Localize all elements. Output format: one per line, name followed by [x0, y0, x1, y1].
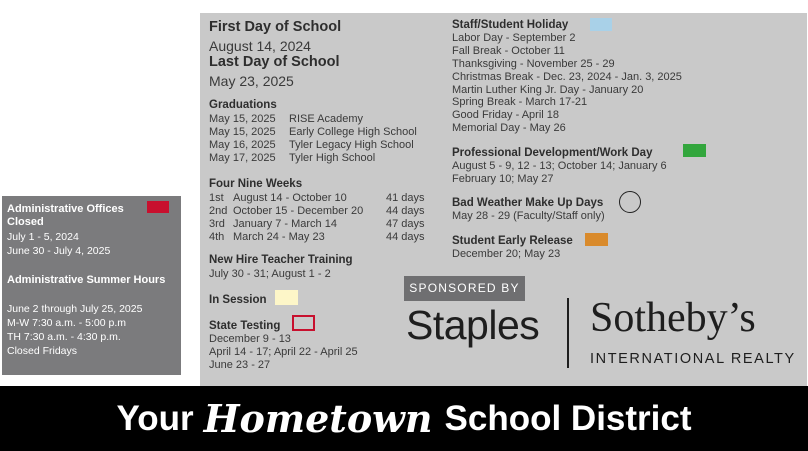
prof-dev-line: February 10; May 27 [452, 173, 554, 185]
state-testing-line: June 23 - 27 [209, 359, 271, 371]
holiday-line: Memorial Day - May 26 [452, 122, 566, 134]
sothebys-subtitle: INTERNATIONAL REALTY [590, 351, 796, 367]
admin-closed-swatch [147, 201, 169, 213]
new-hire-title: New Hire Teacher Training [209, 254, 353, 266]
footer-text-hometown: Hometown [203, 396, 433, 441]
nine-weeks-row: 2nd October 15 - December 20 44 days [209, 205, 425, 217]
graduation-row: May 15, 2025 RISE Academy [209, 113, 363, 125]
state-testing-line: April 14 - 17; April 22 - April 25 [209, 346, 358, 358]
holiday-line: Thanksgiving - November 25 - 29 [452, 58, 615, 70]
graduations-title: Graduations [209, 99, 277, 111]
first-day-date: August 14, 2024 [209, 38, 311, 54]
admin-summer-line: Closed Fridays [7, 345, 78, 357]
early-release-line: December 20; May 23 [452, 248, 561, 260]
last-day-title: Last Day of School [209, 54, 340, 70]
graduation-row: May 15, 2025 Early College High School [209, 126, 417, 138]
admin-summer-line: M-W 7:30 a.m. - 5:00 p.m [7, 317, 127, 329]
admin-closed-line: June 30 - July 4, 2025 [7, 245, 111, 257]
state-testing-line: December 9 - 13 [209, 333, 291, 345]
graduation-row: May 17, 2025 Tyler High School [209, 152, 376, 164]
new-hire-dates: July 30 - 31; August 1 - 2 [209, 268, 331, 280]
prof-dev-title: Professional Development/Work Day [452, 147, 653, 159]
state-testing-title: State Testing [209, 320, 281, 332]
bad-weather-title: Bad Weather Make Up Days [452, 197, 604, 209]
holiday-line: Labor Day - September 2 [452, 32, 576, 44]
staples-logo: Staples [406, 302, 540, 348]
prof-dev-swatch [683, 144, 706, 157]
admin-closed-title: Administrative Offices Closed [7, 203, 124, 228]
early-release-swatch [585, 233, 608, 246]
holiday-line: Martin Luther King Jr. Day - January 20 [452, 84, 644, 96]
prof-dev-line: August 5 - 9, 12 - 13; October 14; January 6 [452, 160, 667, 172]
holiday-line: Christmas Break - Dec. 23, 2024 - Jan. 3, 2025 [452, 71, 682, 83]
admin-closed-line: July 1 - 5, 2024 [7, 231, 79, 243]
holiday-swatch [590, 18, 612, 31]
state-testing-swatch [292, 315, 315, 331]
first-day-title: First Day of School [209, 19, 342, 35]
bad-weather-line: May 28 - 29 (Faculty/Staff only) [452, 210, 605, 222]
footer-banner [0, 386, 808, 451]
sponsored-by-label: SPONSORED BY [409, 281, 520, 295]
last-day-date: May 23, 2025 [209, 73, 294, 89]
in-session-swatch [275, 290, 298, 305]
holiday-title: Staff/Student Holiday [452, 19, 569, 31]
holiday-line: Fall Break - October 11 [452, 45, 565, 57]
graduation-row: May 16, 2025 Tyler Legacy High School [209, 139, 414, 151]
footer-text-school-district: School District [444, 398, 692, 438]
nine-weeks-row: 1st August 14 - October 10 41 days [209, 192, 425, 204]
nine-weeks-row: 4th March 24 - May 23 44 days [209, 231, 425, 243]
sothebys-logo: Sotheby’s [590, 295, 756, 341]
in-session-title: In Session [209, 294, 267, 306]
early-release-title: Student Early Release [452, 235, 573, 247]
footer-text-your: Your [116, 398, 194, 438]
admin-panel [2, 196, 181, 375]
calendar-panel [200, 13, 807, 386]
holiday-line: Spring Break - March 17-21 [452, 96, 588, 108]
sponsor-divider [567, 298, 569, 368]
nine-weeks-row: 3rd January 7 - March 14 47 days [209, 218, 425, 230]
holiday-line: Good Friday - April 18 [452, 109, 559, 121]
admin-summer-line: June 2 through July 25, 2025 [7, 303, 143, 315]
admin-summer-title: Administrative Summer Hours [7, 274, 166, 286]
admin-summer-line: TH 7:30 a.m. - 4:30 p.m. [7, 331, 121, 343]
four-nine-weeks-title: Four Nine Weeks [209, 178, 303, 190]
bad-weather-circle-marker [619, 191, 641, 213]
